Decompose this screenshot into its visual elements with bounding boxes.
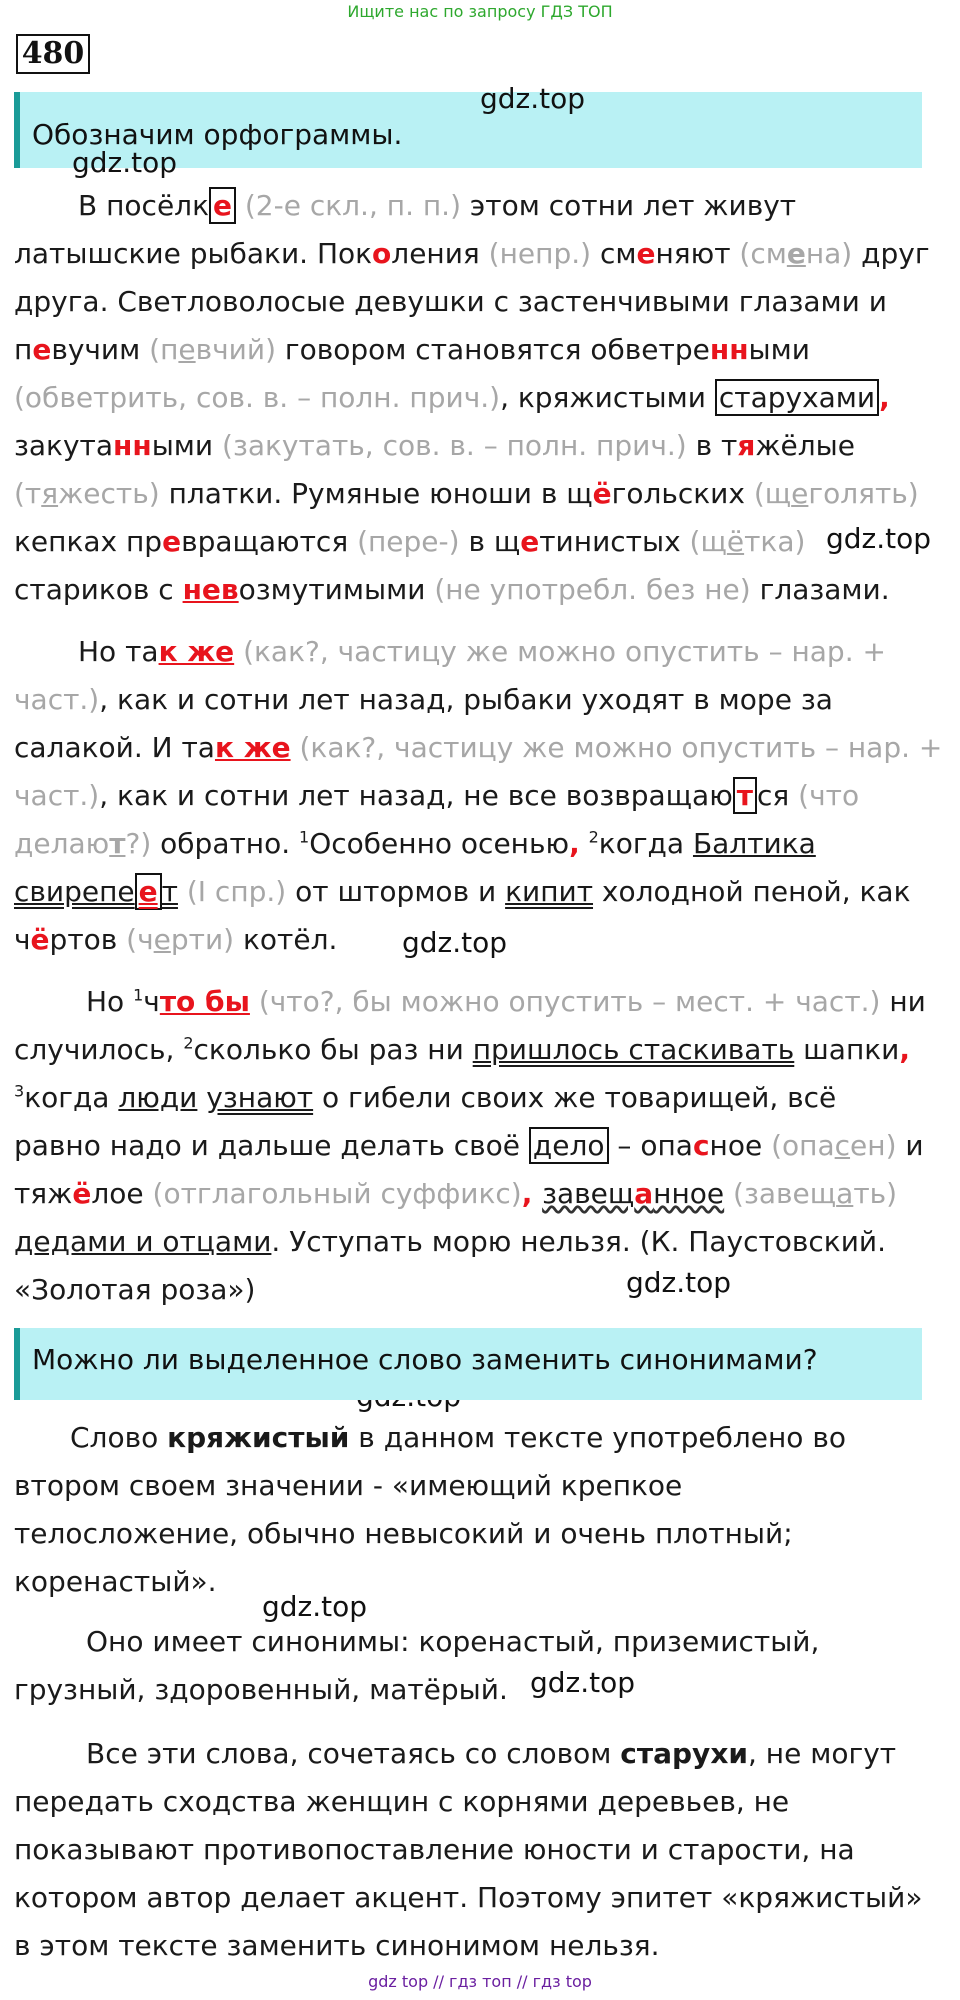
- text-line: част.), как и сотни лет назад, не все возвращаю т ся (что: [14, 779, 860, 812]
- text-line: (тяжесть) платки. Румяные юноши в щёгольских (щеголять): [14, 477, 919, 510]
- text-line: Все эти слова, сочетаясь со словом старухи, не могут: [86, 1737, 897, 1770]
- text-line: стариков с невозмутимыми (не употребл. без не) глазами.: [14, 573, 890, 606]
- text-line: закутанными (закутать, сов. в. – полн. прич.) в тяжёлые: [14, 429, 855, 462]
- answer-paragraph-3: [14, 1730, 944, 1970]
- task-heading-2: Можно ли выделенное слово заменить синонимами?: [14, 1328, 922, 1400]
- text-line: друга. Светловолосые девушки с застенчивыми глазами и: [14, 285, 887, 318]
- text-line: случилось, $^2$сколько бы раз ни пришлось стаскивать шапки,: [14, 1033, 911, 1066]
- text-line: Но $^1$что бы (что?, бы можно опустить – мест. + част.) ни: [86, 985, 926, 1018]
- text-line: Слово кряжистый в данном тексте употреблено во: [70, 1421, 846, 1454]
- text-line: телосложение, обычно невысокий и очень плотный;: [14, 1517, 793, 1550]
- text-line: дедами и отцами. Уступать морю нельзя. (К. Паустовский.: [14, 1225, 887, 1258]
- text-line: (обветрить, сов. в. – полн. прич.), кряжистыми старухами ,: [14, 381, 890, 414]
- highlighted-word: старухами: [715, 379, 879, 416]
- text-line: коренастый».: [14, 1565, 217, 1598]
- text-line: чёртов (черти) котёл.: [14, 923, 338, 956]
- text-paragraph-2: [14, 628, 944, 964]
- text-line: В посёлк е (2-е скл., п. п.) этом сотни лет живут: [78, 189, 797, 222]
- text-line: передать сходства женщин с корнями деревьев, не: [14, 1785, 790, 1818]
- top-banner[interactable]: Ищите нас по запросу ГДЗ ТОП: [347, 2, 613, 21]
- answer-paragraph-2: [14, 1618, 944, 1714]
- text-line: латышские рыбаки. Поколения (непр.) сменяют (смена) друг: [14, 237, 930, 270]
- text-line: «Золотая роза»): [14, 1273, 256, 1306]
- text-line: показывают противопоставление юности и старости, на: [14, 1833, 855, 1866]
- text-line: салакой. И так же (как?, частицу же можно опустить – нар. +: [14, 731, 943, 764]
- text-line: $^3$когда люди узнают о гибели своих же товарищей, всё: [14, 1081, 837, 1114]
- watermark: gdz.top: [530, 1666, 636, 1699]
- watermark: gdz.top: [72, 146, 178, 179]
- footer-links[interactable]: gdz top // гдз топ // гдз top: [368, 1972, 592, 1991]
- watermark: gdz.top: [402, 926, 508, 959]
- text-line: Оно имеет синонимы: коренастый, приземистый,: [86, 1625, 820, 1658]
- text-line: кепках превращаются (пере-) в щетинистых (щётка): [14, 525, 806, 558]
- text-line: тяжёлое (отглагольный суффикс), завещанное (завещать): [14, 1177, 898, 1210]
- watermark: gdz.top: [826, 522, 932, 555]
- text-paragraph-1: [14, 182, 944, 614]
- watermark: gdz.top: [480, 82, 586, 115]
- text-line: равно надо и дальше делать своё дело – опасное (опасен) и: [14, 1129, 924, 1162]
- text-line: в этом тексте заменить синонимом нельзя.: [14, 1929, 660, 1962]
- answer-paragraph-1: [14, 1414, 944, 1606]
- task-heading-1: Обозначим орфограммы.: [14, 92, 922, 168]
- watermark: gdz.top: [262, 1590, 368, 1623]
- text-paragraph-3: [14, 978, 944, 1314]
- text-line: котором автор делает акцент. Поэтому эпитет «кряжистый»: [14, 1881, 923, 1914]
- text-line: грузный, здоровенный, матёрый.: [14, 1673, 508, 1706]
- text-line: свирепе е т (I спр.) от штормов и кипит холодной пеной, как: [14, 875, 911, 908]
- text-line: Но так же (как?, частицу же можно опустить – нар. +: [78, 635, 886, 668]
- exercise-number: 480: [16, 34, 90, 74]
- text-line: певучим (певчий) говором становятся обветренными: [14, 333, 810, 366]
- text-line: част.), как и сотни лет назад, рыбаки уходят в море за: [14, 683, 833, 716]
- watermark: gdz.top: [626, 1266, 732, 1299]
- text-line: делают?) обратно. $^1$Особенно осенью, $^2$когда Балтика: [14, 827, 816, 860]
- text-line: втором своем значении - «имеющий крепкое: [14, 1469, 683, 1502]
